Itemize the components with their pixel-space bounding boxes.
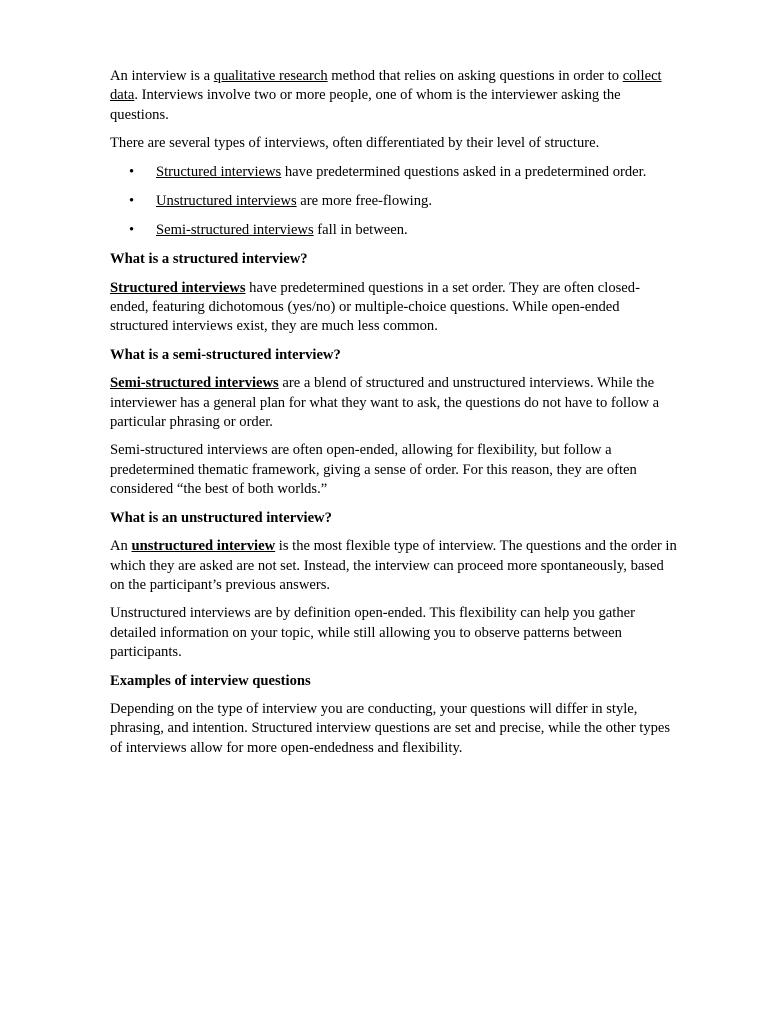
unstructured-paragraph-1: An unstructured interview is the most flexible type of interview. The questions and the order in which they are asked are not set. Instead, the interview can proceed more spontaneously, based on the participant’s previous answers. [110, 538, 677, 593]
collect-data-link[interactable]: collect [622, 68, 662, 84]
bullet-icon: • [129, 163, 135, 180]
structured-paragraph: Structured interviews have predetermined questions in a set order. They are often closed- ended, featuring dichotomous (yes/no) or multiple-choice questions. While open-ended structured interviews exist, they are much less common. [110, 279, 640, 335]
semi-structured-heading: What is a semi-structured interview? [110, 346, 341, 363]
list-item: • Semi-structured interviews fall in between. [110, 221, 718, 240]
examples-heading: Examples of interview questions [110, 672, 311, 689]
structured-heading: What is a structured interview? [110, 251, 308, 268]
collect-data-link-cont[interactable]: data [110, 87, 135, 104]
intro-paragraph [110, 67, 718, 125]
structured-interviews-link[interactable]: Structured interviews [156, 163, 282, 180]
unstructured-interview-bold-link[interactable]: unstructured interview [131, 538, 276, 555]
semi-structured-paragraph-2: Semi-structured interviews are often open-ended, allowing for flexibility, but follow a predetermined thematic framework, giving a sense of order. For this reason, they are often considered “the best of both worlds.” [110, 442, 637, 498]
examples-paragraph: Depending on the type of interview you are conducting, your questions will differ in style, phrasing, and intention. Structured interview questions are set and precise, while the other types of interviews allow for more open-endedness and flexibility. [110, 700, 671, 756]
intro-line-3: questions. [110, 106, 169, 123]
qualitative-research-link[interactable]: qualitative research [213, 68, 328, 84]
bullet-icon: • [129, 222, 135, 239]
unstructured-paragraph-2: Unstructured interviews are by definition open-ended. This flexibility can help you gather detailed information on your topic, while still allowing you to observe patterns between participants. [110, 605, 635, 661]
types-intro-paragraph: There are several types of interviews, often differentiated by their level of structure. [110, 135, 600, 152]
unstructured-heading: What is an unstructured interview? [110, 509, 332, 526]
semi-structured-paragraph-1: Semi-structured interviews are a blend of structured and unstructured interviews. While the interviewer has a general plan for what they want to ask, the questions do not have to follow a particular phrasing or order. [110, 375, 660, 431]
semi-structured-interviews-bold-link[interactable]: Semi-structured interviews [110, 375, 279, 392]
semi-structured-interviews-link[interactable]: Semi-structured interviews [156, 222, 314, 239]
intro-line-2: data. Interviews involve two or more people, one of whom is the interviewer asking the [110, 87, 621, 104]
unstructured-interviews-link[interactable]: Unstructured interviews [156, 192, 297, 209]
list-item: • Structured interviews have predetermined questions asked in a predetermined order. [110, 163, 718, 182]
interview-types-list [110, 163, 718, 241]
list-item: • Unstructured interviews are more free-flowing. [110, 192, 718, 211]
structured-interviews-bold-link[interactable]: Structured interviews [110, 279, 246, 296]
intro-line-1: An interview is a qualitative research method that relies on asking questions in order to collect [110, 68, 662, 84]
bullet-icon: • [129, 192, 135, 209]
